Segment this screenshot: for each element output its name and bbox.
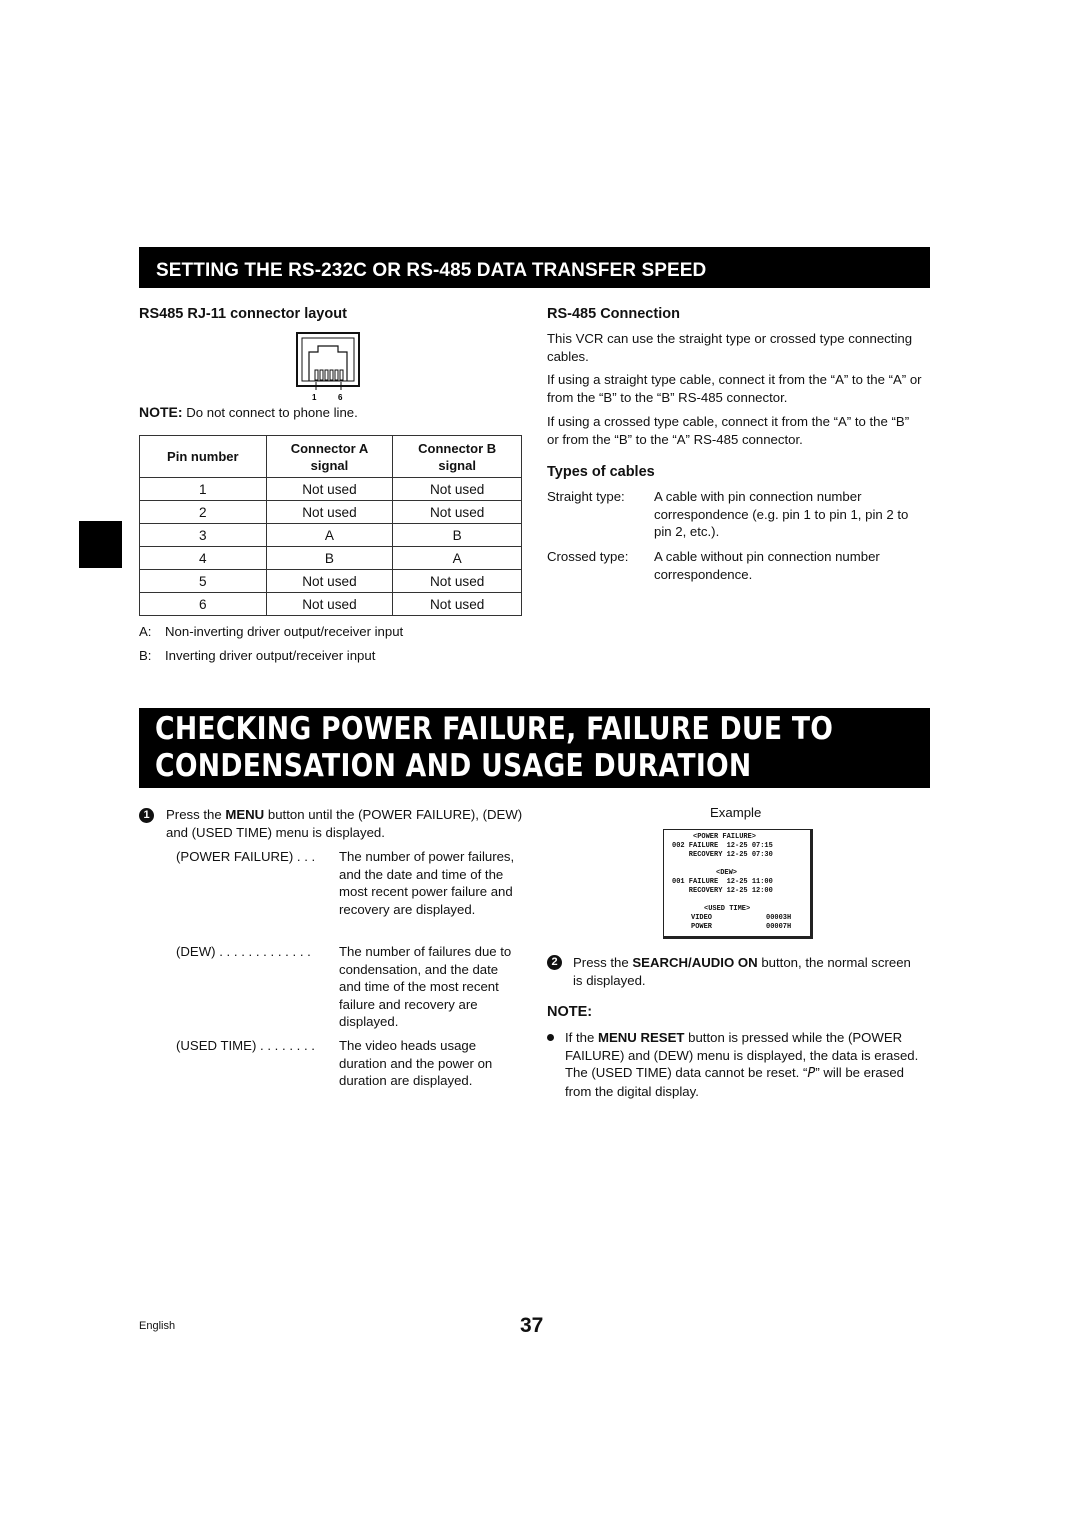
osd-value: 00007H [766,923,792,931]
pin-label-1: 1 [312,393,317,402]
example-label: Example [710,805,762,820]
cell: Not used [266,593,393,616]
legend-key: B: [139,648,152,663]
definition-term: (USED TIME) . . . . . . . . [176,1038,315,1053]
step-2-text [573,954,918,989]
section-banner-large [139,708,930,788]
step-number-1: 1 [139,808,154,823]
legend-text: Non-inverting driver output/receiver input [165,624,404,639]
text: Press the [573,955,633,970]
legend-a [139,623,403,641]
col-header-connector-b: Connector B signal [393,436,522,478]
connection-paragraph-1: This VCR can use the straight type or crossed type connecting cables. [547,331,913,364]
text: If the [565,1030,598,1045]
cell: Not used [393,501,522,524]
menu-reset-button-name: MENU RESET [598,1030,685,1045]
osd-value: 00003H [766,914,792,922]
cell: Not used [266,570,393,593]
table-row [140,547,522,570]
definition-description: The video heads usage duration and the power on duration are displayed. [339,1038,493,1089]
definition-term: (DEW) . . . . . . . . . . . . . [176,944,311,959]
display-symbol: P [807,1066,816,1082]
osd-line: RECOVERY 12-25 12:00 [672,887,773,895]
text: ” will be erased from the digital display. [565,1065,904,1099]
note-label: NOTE: [139,404,183,420]
type-description: A cable with pin connection number correspondence (e.g. pin 1 to pin 1, pin 2 to pin 2, etc.). [654,489,909,540]
type-term: Straight type: [547,489,625,504]
text: button, the normal screen is displayed. [573,955,911,988]
pin-table-header [140,436,522,478]
osd-example-screen [663,829,813,939]
rj11-connector-diagram [296,332,362,402]
cell: B [393,524,522,547]
section-title: SETTING THE RS-232C OR RS-485 DATA TRANSFER SPEED [156,260,707,281]
osd-dew-header: <DEW> [716,869,738,877]
menu-button-name: MENU [225,807,265,822]
definition-description: The number of power failures, and the date and time of the most recent power failure and recovery are displayed. [339,849,515,917]
note-heading: NOTE: [547,1004,593,1020]
cell: Not used [393,593,522,616]
cell: Not used [266,501,393,524]
pin-table [139,435,522,616]
cell: Not used [393,570,522,593]
cell: Not used [266,478,393,501]
section-title-line-1: CHECKING POWER FAILURE, FAILURE DUE TO [155,711,834,747]
table-row [140,501,522,524]
definition-term: (POWER FAILURE) . . . [176,849,316,864]
cell: A [393,547,522,570]
section-title-line-2: CONDENSATION AND USAGE DURATION [155,748,752,784]
osd-line: 002 FAILURE 12-25 07:15 [672,842,773,850]
legend-b [139,647,375,665]
connector-layout-heading: RS485 RJ-11 connector layout [139,306,347,322]
osd-line: RECOVERY 12-25 07:30 [672,851,773,859]
text: button until the (POWER FAILURE), (DEW) and (USED TIME) menu is displayed. [166,807,523,840]
type-term: Crossed type: [547,549,629,564]
text: button is pressed while the (POWER FAILURE) and (DEW) menu is displayed, the data is erased. The (USED TIME) data cannot be reset. “ [565,1030,919,1081]
osd-used-time-header: <USED TIME> [704,905,751,913]
cell: 2 [140,501,267,524]
section-banner [139,247,930,288]
osd-label: POWER [691,923,713,931]
col-header-connector-a: Connector A signal [266,436,393,478]
cell: 4 [140,547,267,570]
col-header-pin: Pin number [140,436,267,478]
osd-power-failure-header: <POWER FAILURE> [693,833,757,841]
osd-label: VIDEO [691,914,713,922]
connector-note [139,404,358,422]
page-number: 37 [520,1314,544,1337]
connection-paragraph-2: If using a straight type cable, connect it from the “A” to the “A” or from the “B” to the “B” RS-485 connector. [547,372,922,405]
definition-description: The number of failures due to condensation, and the date and time of the most recent failure and recovery are displayed. [339,944,512,1030]
note-text [565,1029,920,1100]
table-row [140,524,522,547]
bullet-icon [547,1034,554,1041]
table-row [140,570,522,593]
legend-text: Inverting driver output/receiver input [165,648,376,663]
note-text: Do not connect to phone line. [182,405,358,420]
type-description: A cable without pin connection number correspondence. [654,549,880,582]
osd-line: 001 FAILURE 12-25 11:00 [672,878,773,886]
table-row [140,593,522,616]
cell: 3 [140,524,267,547]
chapter-tab [79,521,122,568]
cell: 1 [140,478,267,501]
step-1-text [166,806,524,841]
step-number-2: 2 [547,955,562,970]
search-audio-button-name: SEARCH/AUDIO ON [632,955,758,970]
connection-paragraph-3: If using a crossed type cable, connect it from the “A” to the “B” or from the “B” to the “A” RS-485 connector. [547,414,910,447]
footer-language: English [139,1320,176,1332]
cell: A [266,524,393,547]
cell: Not used [393,478,522,501]
types-heading: Types of cables [547,464,655,480]
pin-label-6: 6 [338,393,343,402]
legend-key: A: [139,624,152,639]
cell: 6 [140,593,267,616]
table-row [140,478,522,501]
cell: B [266,547,393,570]
connection-heading: RS-485 Connection [547,306,680,322]
cell: 5 [140,570,267,593]
text: Press the [166,807,226,822]
